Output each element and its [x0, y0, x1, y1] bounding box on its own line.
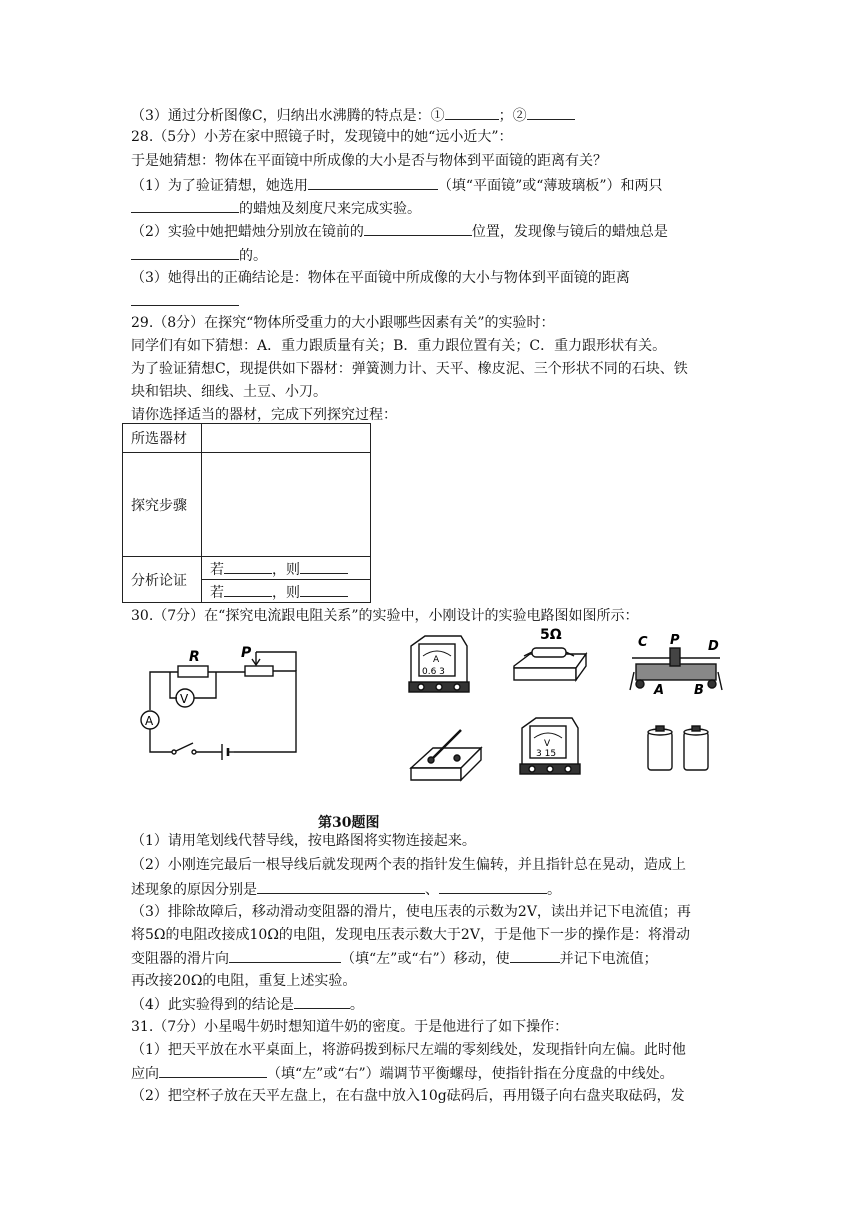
q28-part2-cont: 的。 — [131, 244, 267, 267]
q29-equipment-1: 为了验证猜想C，现提供如下器材：弹簧测力计、天平、橡皮泥、三个形状不同的石块、铁 — [131, 361, 688, 377]
rheostat-P: P — [670, 633, 680, 648]
blank[interactable] — [131, 290, 239, 306]
q31-part2: （2）把空杯子放在天平左盘上，在右盘中放入10g砝码后，再用镊子向右盘夹取砝码，发 — [131, 1088, 685, 1104]
table-cell-steps[interactable] — [202, 453, 371, 557]
blank[interactable] — [224, 581, 272, 597]
q30-part4: （4）此实验得到的结论是 。 — [131, 993, 364, 1016]
q30-header: 30.（7分）在“探究电流跟电阻关系”的实验中，小刚设计的实验电路图如图所示： — [131, 608, 639, 624]
q30-part1: （1）请用笔划线代替导线，按电路图将实物连接起来。 — [131, 833, 476, 849]
rheostat-D: D — [708, 639, 719, 654]
q28-part2: （2）实验中她把蜡烛分别放在镜前的 位置，发现像与镜后的蜡烛总是 — [131, 220, 668, 243]
rheostat-B: B — [694, 683, 704, 698]
ammeter-scale: 0.6 3 — [422, 667, 445, 677]
rheostat-A: A — [654, 683, 665, 698]
q30-part3-c: 变阻器的滑片向 （填“左”或“右”）移动，使 并记下电流值； — [131, 947, 658, 970]
q29-header: 29.（8分）在探究“物体所受重力的大小跟哪些因素有关”的实验时： — [131, 315, 555, 331]
blank[interactable] — [224, 558, 272, 574]
resistor-component — [510, 624, 590, 686]
blank[interactable] — [131, 197, 239, 213]
table-label-equipment: 所选器材 — [123, 424, 202, 453]
blank[interactable] — [439, 878, 547, 894]
table-cell-analysis-1[interactable]: 若 ，则 — [202, 557, 371, 580]
rheostat-component — [626, 632, 726, 698]
battery-pair — [644, 724, 716, 774]
q30-part3-d: 再改接20Ω的电阻，重复上述实验。 — [131, 973, 357, 989]
blank[interactable] — [159, 1062, 267, 1078]
figure-caption: 第30题图 — [318, 815, 380, 831]
blank[interactable] — [229, 947, 341, 963]
q30-part3-b: 将5Ω的电阻改接成10Ω的电阻，发现电压表示数大于2V，于是他下一步的操作是：将滑动 — [131, 927, 690, 943]
label-R: R — [189, 649, 200, 665]
resistor-label: 5Ω — [540, 627, 562, 643]
ammeter-letter: A — [433, 655, 440, 665]
q30-part2: （2）小刚连完最后一根导线后就发现两个表的指针发生偏转，并且指针总在晃动，造成上 — [131, 857, 686, 873]
blank[interactable] — [527, 104, 575, 120]
ammeter-symbol: A — [145, 714, 154, 728]
blank[interactable] — [300, 581, 348, 597]
label-P: P — [241, 645, 252, 661]
q28-part1-cont: 的蜡烛及刻度尺来完成实验。 — [131, 197, 421, 220]
blank[interactable] — [300, 558, 348, 574]
blank[interactable] — [131, 244, 239, 260]
table-label-steps: 探究步骤 — [123, 453, 202, 557]
blank[interactable] — [364, 220, 472, 236]
blank[interactable] — [257, 878, 425, 894]
rheostat-C: C — [638, 635, 648, 650]
q28-part3-cont — [131, 290, 239, 313]
circuit-diagram — [130, 640, 305, 760]
table-label-analysis: 分析论证 — [123, 557, 202, 603]
q31-header: 31.（7分）小星喝牛奶时想知道牛奶的密度。于是他进行了如下操作： — [131, 1019, 569, 1035]
voltmeter-component — [516, 714, 584, 780]
q28-header: 28.（5分）小芳在家中照镜子时，发现镜中的她“远小近大”： — [131, 129, 513, 145]
q28-part1: （1）为了验证猜想，她选用 （填“平面镜”或“薄玻璃板”）和两只 — [131, 174, 663, 197]
blank[interactable] — [294, 993, 350, 1009]
q29-instruction: 请你选择适当的器材，完成下列探究过程： — [131, 407, 397, 423]
table-cell-analysis-2[interactable]: 若 ，则 — [202, 580, 371, 603]
blank[interactable] — [510, 947, 560, 963]
ammeter-component — [405, 632, 473, 698]
q31-part1-cont: 应向 （填“左”或“右”）端调节平衡螺母，使指针指在分度盘的中线处。 — [131, 1062, 674, 1085]
table-cell-equipment[interactable] — [202, 424, 371, 453]
blank[interactable] — [445, 104, 499, 120]
voltmeter-scale: 3 15 — [536, 749, 557, 759]
q31-part1: （1）把天平放在水平桌面上，将游码拨到标尺左端的零刻线处，发现指针向左偏。此时他 — [131, 1042, 686, 1058]
blank[interactable] — [308, 174, 438, 190]
q28-guess: 于是她猜想：物体在平面镜中所成像的大小是否与物体到平面镜的距离有关？ — [131, 153, 607, 169]
voltmeter-symbol: V — [180, 692, 189, 706]
q29-answer-table — [122, 423, 371, 603]
q30-part3: （3）排除故障后，移动滑动变阻器的滑片，使电压表的示数为2V，读出并记下电流值；再 — [131, 904, 691, 920]
switch-component — [407, 718, 485, 784]
q27-part3: （3）通过分析图像C，归纳出水沸腾的特点是：① ；② — [131, 104, 575, 127]
q29-equipment-2: 块和铝块、细线、土豆、小刀。 — [131, 384, 327, 400]
voltmeter-letter: V — [544, 739, 551, 749]
q30-part2-cont: 述现象的原因分别是 、 。 — [131, 878, 561, 901]
q28-part3: （3）她得出的正确结论是：物体在平面镜中所成像的大小与物体到平面镜的距离 — [131, 270, 630, 286]
q29-guesses: 同学们有如下猜想：A．重力跟质量有关；B．重力跟位置有关；C．重力跟形状有关。 — [131, 338, 667, 354]
